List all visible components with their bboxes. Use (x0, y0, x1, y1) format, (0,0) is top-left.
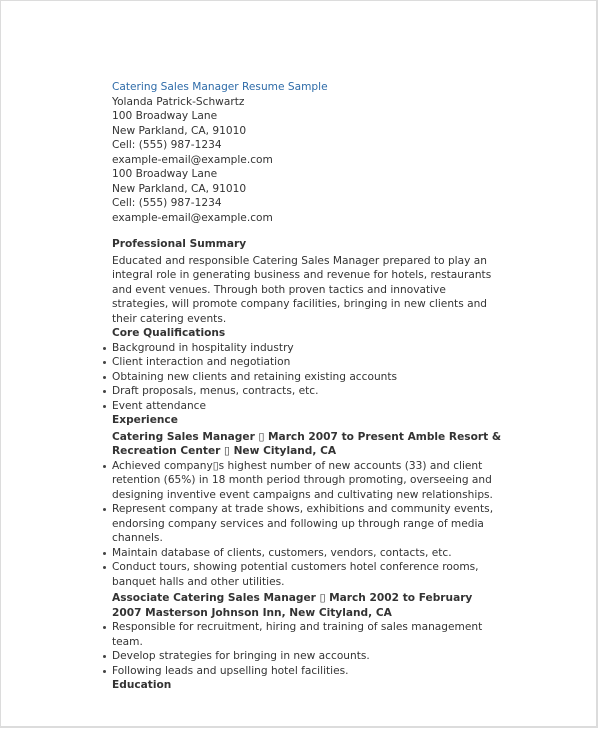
list-item: Conduct tours, showing potential customers hotel conference rooms, banquet halls and other utilities. (112, 560, 502, 589)
job-bullets (112, 459, 502, 590)
list-item: Following leads and upselling hotel facilities. (112, 664, 502, 679)
job-bullets (112, 620, 502, 678)
education-heading: Education (112, 679, 172, 691)
list-item: Event attendance (112, 399, 512, 414)
list-item: Develop strategies for bringing in new accounts. (112, 649, 502, 664)
contact-email: example-email@example.com (112, 211, 273, 224)
summary-heading: Professional Summary (112, 238, 247, 250)
list-item: Represent company at trade shows, exhibitions and community events, endorsing company services and following up through range of media channels. (112, 502, 502, 546)
list-item: Responsible for recruitment, hiring and training of sales management team. (112, 620, 502, 649)
contact-name: Yolanda Patrick-Schwartz (112, 95, 245, 108)
list-item: Maintain database of clients, customers, vendors, contacts, etc. (112, 546, 502, 561)
contact-address: 100 Broadway Lane (112, 168, 218, 180)
list-item: Background in hospitality industry (112, 341, 512, 356)
list-item: Obtaining new clients and retaining existing accounts (112, 370, 512, 385)
summary-text: Educated and responsible Catering Sales Manager prepared to play an integral role in generating business and revenue for hotels, restaurants and event venues. Through both proven tactics and innovative strategies, will promote company facilities, bringing in new clients and their catering events. (112, 254, 492, 325)
qualifications-list (112, 341, 512, 414)
contact-block (112, 95, 512, 226)
list-item: Achieved company▯s highest number of new accounts (33) and client retention (65%) in 18 month period through promoting, overseeing and designing inventive event campaigns and cultivating new relationships. (112, 459, 502, 503)
resume-document (112, 80, 512, 693)
contact-city: New Parkland, CA, 91010 (112, 124, 247, 137)
list-item: Client interaction and negotiation (112, 355, 512, 370)
experience-heading: Experience (112, 414, 178, 426)
contact-phone: Cell: (555) 987-1234 (112, 197, 222, 209)
job-title: Catering Sales Manager ▯ March 2007 to Present Amble Resort & Recreation Center ▯ New Cityland, CA (112, 430, 502, 457)
contact-city: New Parkland, CA, 91010 (112, 182, 247, 195)
contact-phone: Cell: (555) 987-1234 (112, 139, 222, 151)
list-item: Draft proposals, menus, contracts, etc. (112, 384, 512, 399)
contact-email: example-email@example.com (112, 153, 273, 166)
qualifications-heading: Core Qualifications (112, 327, 226, 339)
document-title: Catering Sales Manager Resume Sample (112, 81, 328, 93)
contact-address: 100 Broadway Lane (112, 110, 218, 122)
job-title: Associate Catering Sales Manager ▯ March 2002 to February 2007 Masterson Johnson Inn, New Cityland, CA (112, 592, 473, 619)
